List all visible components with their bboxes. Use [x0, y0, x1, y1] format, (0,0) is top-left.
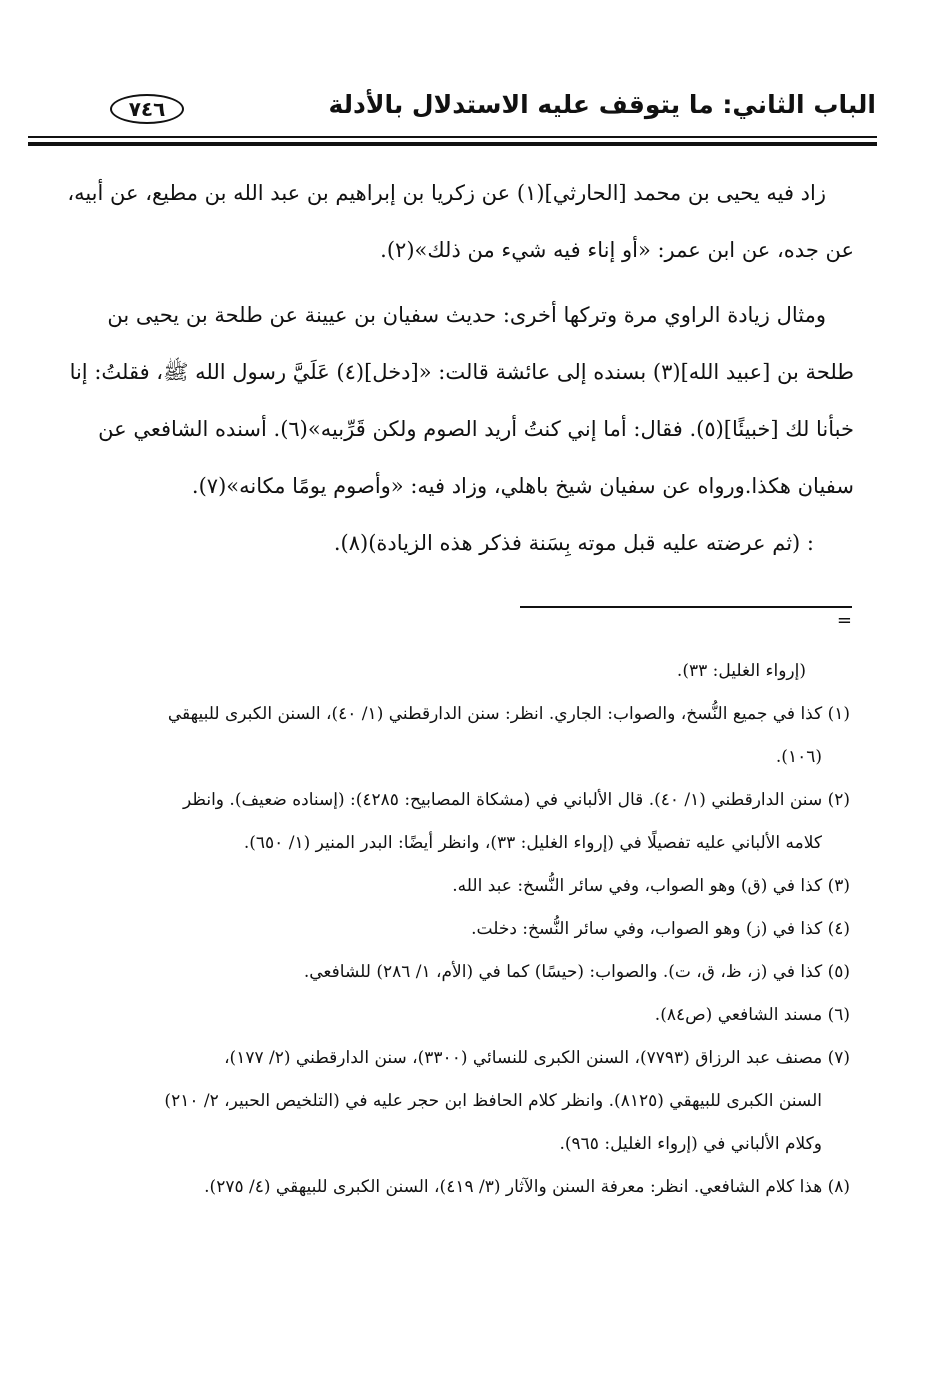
header-rule-thin: [28, 136, 877, 138]
footnotes: [36, 650, 850, 1209]
footnote-line: كلامه الألباني عليه تفصيلًا في (إرواء الغليل: ٣٣)، وانظر أيضًا: البدر المنير (١/ ٦٥٠).: [243, 833, 822, 853]
footnote-line: (٥) كذا في (ز، ظ، ق، ت). والصواب: (حيسًا) كما في (الأم، ١/ ٢٨٦) للشافعي.: [303, 962, 850, 982]
footnote-line: (٨) هذا كلام الشافعي. انظر: معرفة السنن والآثار (٣/ ٤١٩)، السنن الكبرى للبيهقي (٤/ ٢٧٥).: [204, 1177, 850, 1197]
main-text-line: ومثال زيادة الراوي مرة وتركها أخرى: حديث سفيان بن عيينة عن طلحة بن يحيى بن: [107, 303, 826, 327]
main-text-line: طلحة بن [عبيد الله](٣) بسنده إلى عائشة قالت: «[دخل](٤) عَلَيَّ رسول الله ﷺ، فقلتُ: إنا: [69, 360, 854, 384]
main-text-line: خبأنا لك [خبيئًا](٥). فقال: أما إني كنتُ أريد الصوم ولكن قَرِّبيه»(٦). أسنده الشافعي عن: [98, 417, 854, 441]
chapter-title: الباب الثاني: ما يتوقف عليه الاستدلال بالأدلة: [328, 90, 876, 119]
footnote-line: (١٠٦).: [775, 747, 822, 767]
page-header: [28, 88, 876, 134]
footnote-line: السنن الكبرى للبيهقي (٨١٢٥). وانظر كلام الحافظ ابن حجر عليه في (التلخيص الحبير، ٢/ ٢١٠): [164, 1091, 822, 1111]
footnote-separator-mark: =: [836, 610, 852, 631]
main-text-line: : (ثم عرضته عليه قبل موته بِسَنة فذكر هذه الزيادة)(٨).: [333, 531, 814, 555]
footnote-line: (٧) مصنف عبد الرزاق (٧٧٩٣)، السنن الكبرى للنسائي (٣٣٠٠)، سنن الدارقطني (٢/ ١٧٧)،: [224, 1048, 850, 1068]
footnote-line: (١) كذا في جميع النُّسخ، والصواب: الجاري. انظر: سنن الدارقطني (١/ ٤٠)، السنن الكبرى للبيهقي: [167, 704, 850, 724]
footnote-line: (٢) سنن الدارقطني (١/ ٤٠). قال الألباني في (مشكاة المصابيح: ٤٢٨٥): (إسناده ضعيف). وانظر: [183, 790, 850, 810]
footnote-line: (٤) كذا في (ز) وهو الصواب، وفي سائر النُّسخ: دخلت.: [471, 919, 850, 939]
footnote-line: (٦) مسند الشافعي (ص٨٤).: [654, 1005, 850, 1025]
main-text-line: سفيان هكذا.ورواه عن سفيان شيخ باهلي، وزاد فيه: «وأصوم يومًا مكانه»(٧).: [191, 474, 854, 498]
page-number-badge: ٧٤٦: [110, 94, 184, 124]
header-rule-thick: [28, 142, 877, 146]
main-text-line: زاد فيه يحيى بن محمد [الحارثي](١) عن زكريا بن إبراهيم بن عبد الله بن مطيع، عن أبيه،: [67, 181, 826, 205]
paragraph-gap: [36, 279, 854, 287]
footnote-line: (٣) كذا في (ق) وهو الصواب، وفي سائر النُّسخ: عبد الله.: [452, 876, 850, 896]
footnote-separator: [520, 606, 852, 608]
main-text-line: عن جده، عن ابن عمر: «أو إناء فيه شيء من ذلك»(٢).: [380, 238, 854, 262]
footnote-line: وكلام الألباني في (إرواء الغليل: ٩٦٥).: [559, 1134, 822, 1154]
main-text: [36, 165, 854, 572]
footnote-line: (إرواء الغليل: ٣٣).: [676, 661, 806, 681]
